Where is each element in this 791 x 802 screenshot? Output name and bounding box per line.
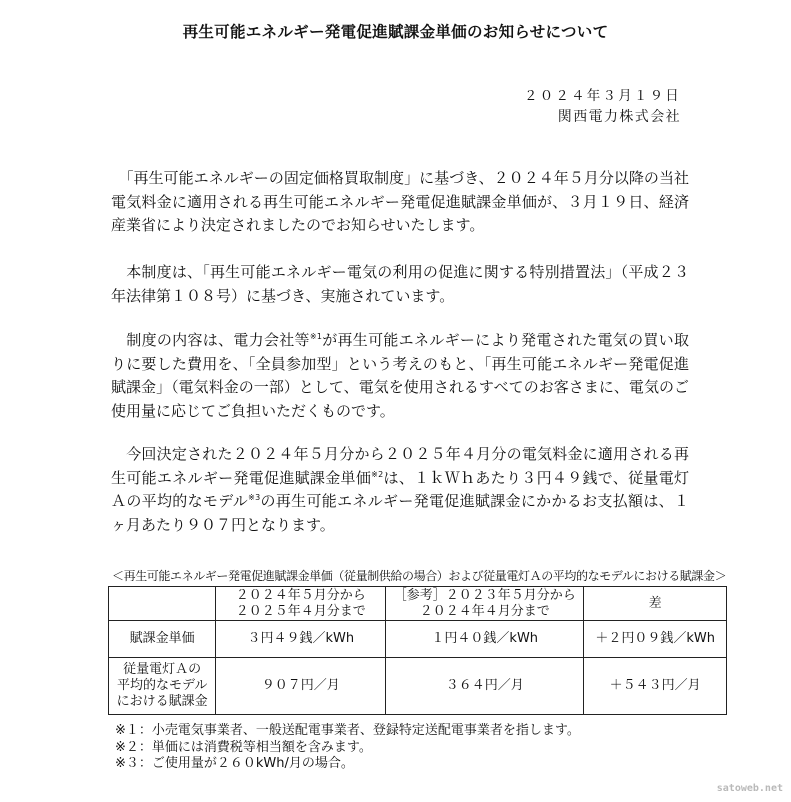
footnote-ref-1: ※1	[309, 332, 322, 341]
unit-price-reference: １円４０銭／kWh	[386, 621, 584, 658]
fee-table	[108, 586, 727, 715]
paragraph-4-text-c: の再生可能エネルギー発電促進賦課金にかかるお支払額は、１ヶ月あたり９０７円となります。	[111, 492, 689, 534]
paragraph-3-text-b: が再生可能エネルギーにより発電された電気の買い取りに要した費用を、「全員参加型」という考えのもと、「再生可能エネルギー発電促進賦課金」（電気料金の一部）として、電気を使用されるすべてのお客さまに、電気のご使用量に応じてご負担いただくものです。	[111, 331, 689, 420]
footnote-ref-3: ※3	[248, 493, 261, 502]
header-difference: 差	[584, 587, 727, 621]
table-caption: ＜再生可能エネルギー発電促進賦課金単価（従量制供給の場合）および従量電灯Ａの平均的なモデルにおける賦課金＞	[112, 569, 727, 583]
footnote-ref-2: ※2	[371, 469, 384, 479]
unit-price-current: ３円４９銭／kWh	[216, 621, 386, 658]
footnotes	[115, 723, 580, 773]
footnote-2: ※２：単価には消費税等相当額を含みます。	[115, 739, 372, 755]
header-current-line-2: ２０２５年４月分まで	[235, 603, 366, 619]
watermark: satoweb.net	[716, 783, 783, 794]
row-label-model-fee	[109, 658, 216, 715]
paragraph-1-text: 「再生可能エネルギーの固定価格買取制度」に基づき、２０２４年５月分以降の当社電気料金に適用される再生可能エネルギー発電促進賦課金単価が、３月１９日、経済産業省により決定されましたのでお知らせいたします。	[111, 169, 689, 234]
page-title: 再生可能エネルギー発電促進賦課金単価のお知らせについて	[182, 23, 609, 41]
paragraph-3-text-a: 制度の内容は、電力会社等	[126, 331, 310, 349]
row-label-unit-price: 賦課金単価	[109, 621, 216, 658]
model-fee-difference: ＋５４３円／月	[584, 658, 727, 715]
header-current-line-1: ２０２４年５月分から	[235, 587, 366, 603]
paragraph-4-text-b: は、１ｋＷｈあたり３円４９銭で、従量電灯Ａの平均的なモデル	[111, 468, 689, 510]
table-header-row	[109, 587, 727, 621]
header-reference-period	[386, 587, 584, 621]
paragraph-4-text-a: 今回決定された２０２４年５月分から２０２５年４月分の電気料金に適用される再生可能エネルギー発電促進賦課金単価	[111, 445, 689, 487]
model-label-line-2: 平均的なモデル	[116, 678, 208, 693]
model-label-line-3: における賦課金	[116, 694, 208, 709]
company-name: 関西電力株式会社	[557, 109, 681, 125]
footnote-1: ※１：小売電気事業者、一般送配電事業者、登録特定送配電事業者を指します。	[115, 723, 580, 738]
paragraph-4	[111, 443, 689, 537]
paragraph-1	[111, 167, 689, 238]
header-empty-cell	[109, 587, 216, 621]
model-fee-current: ９０７円／月	[216, 658, 386, 715]
table-row	[109, 621, 727, 658]
model-label-line-1: 従量電灯Ａの	[123, 662, 202, 677]
unit-price-difference: ＋２円０９銭／kWh	[584, 621, 727, 658]
header-reference-line-1: ［参考］２０２３年５月分から	[393, 587, 576, 603]
model-fee-reference: ３６４円／月	[386, 658, 584, 715]
announcement-date: ２０２４年３月１９日	[524, 88, 681, 104]
footnote-3: ※３：ご使用量が２６０kWh/月の場合。	[115, 756, 354, 771]
paragraph-2-text: 本制度は、「再生可能エネルギー電気の利用の促進に関する特別措置法」（平成２３年法律第１０８号）に基づき、実施されています。	[111, 263, 689, 305]
paragraph-3	[111, 329, 689, 423]
table-row	[109, 658, 727, 715]
header-current-period	[216, 587, 386, 621]
paragraph-2	[111, 261, 689, 308]
header-reference-line-2: ２０２４年４月分まで	[419, 603, 550, 619]
